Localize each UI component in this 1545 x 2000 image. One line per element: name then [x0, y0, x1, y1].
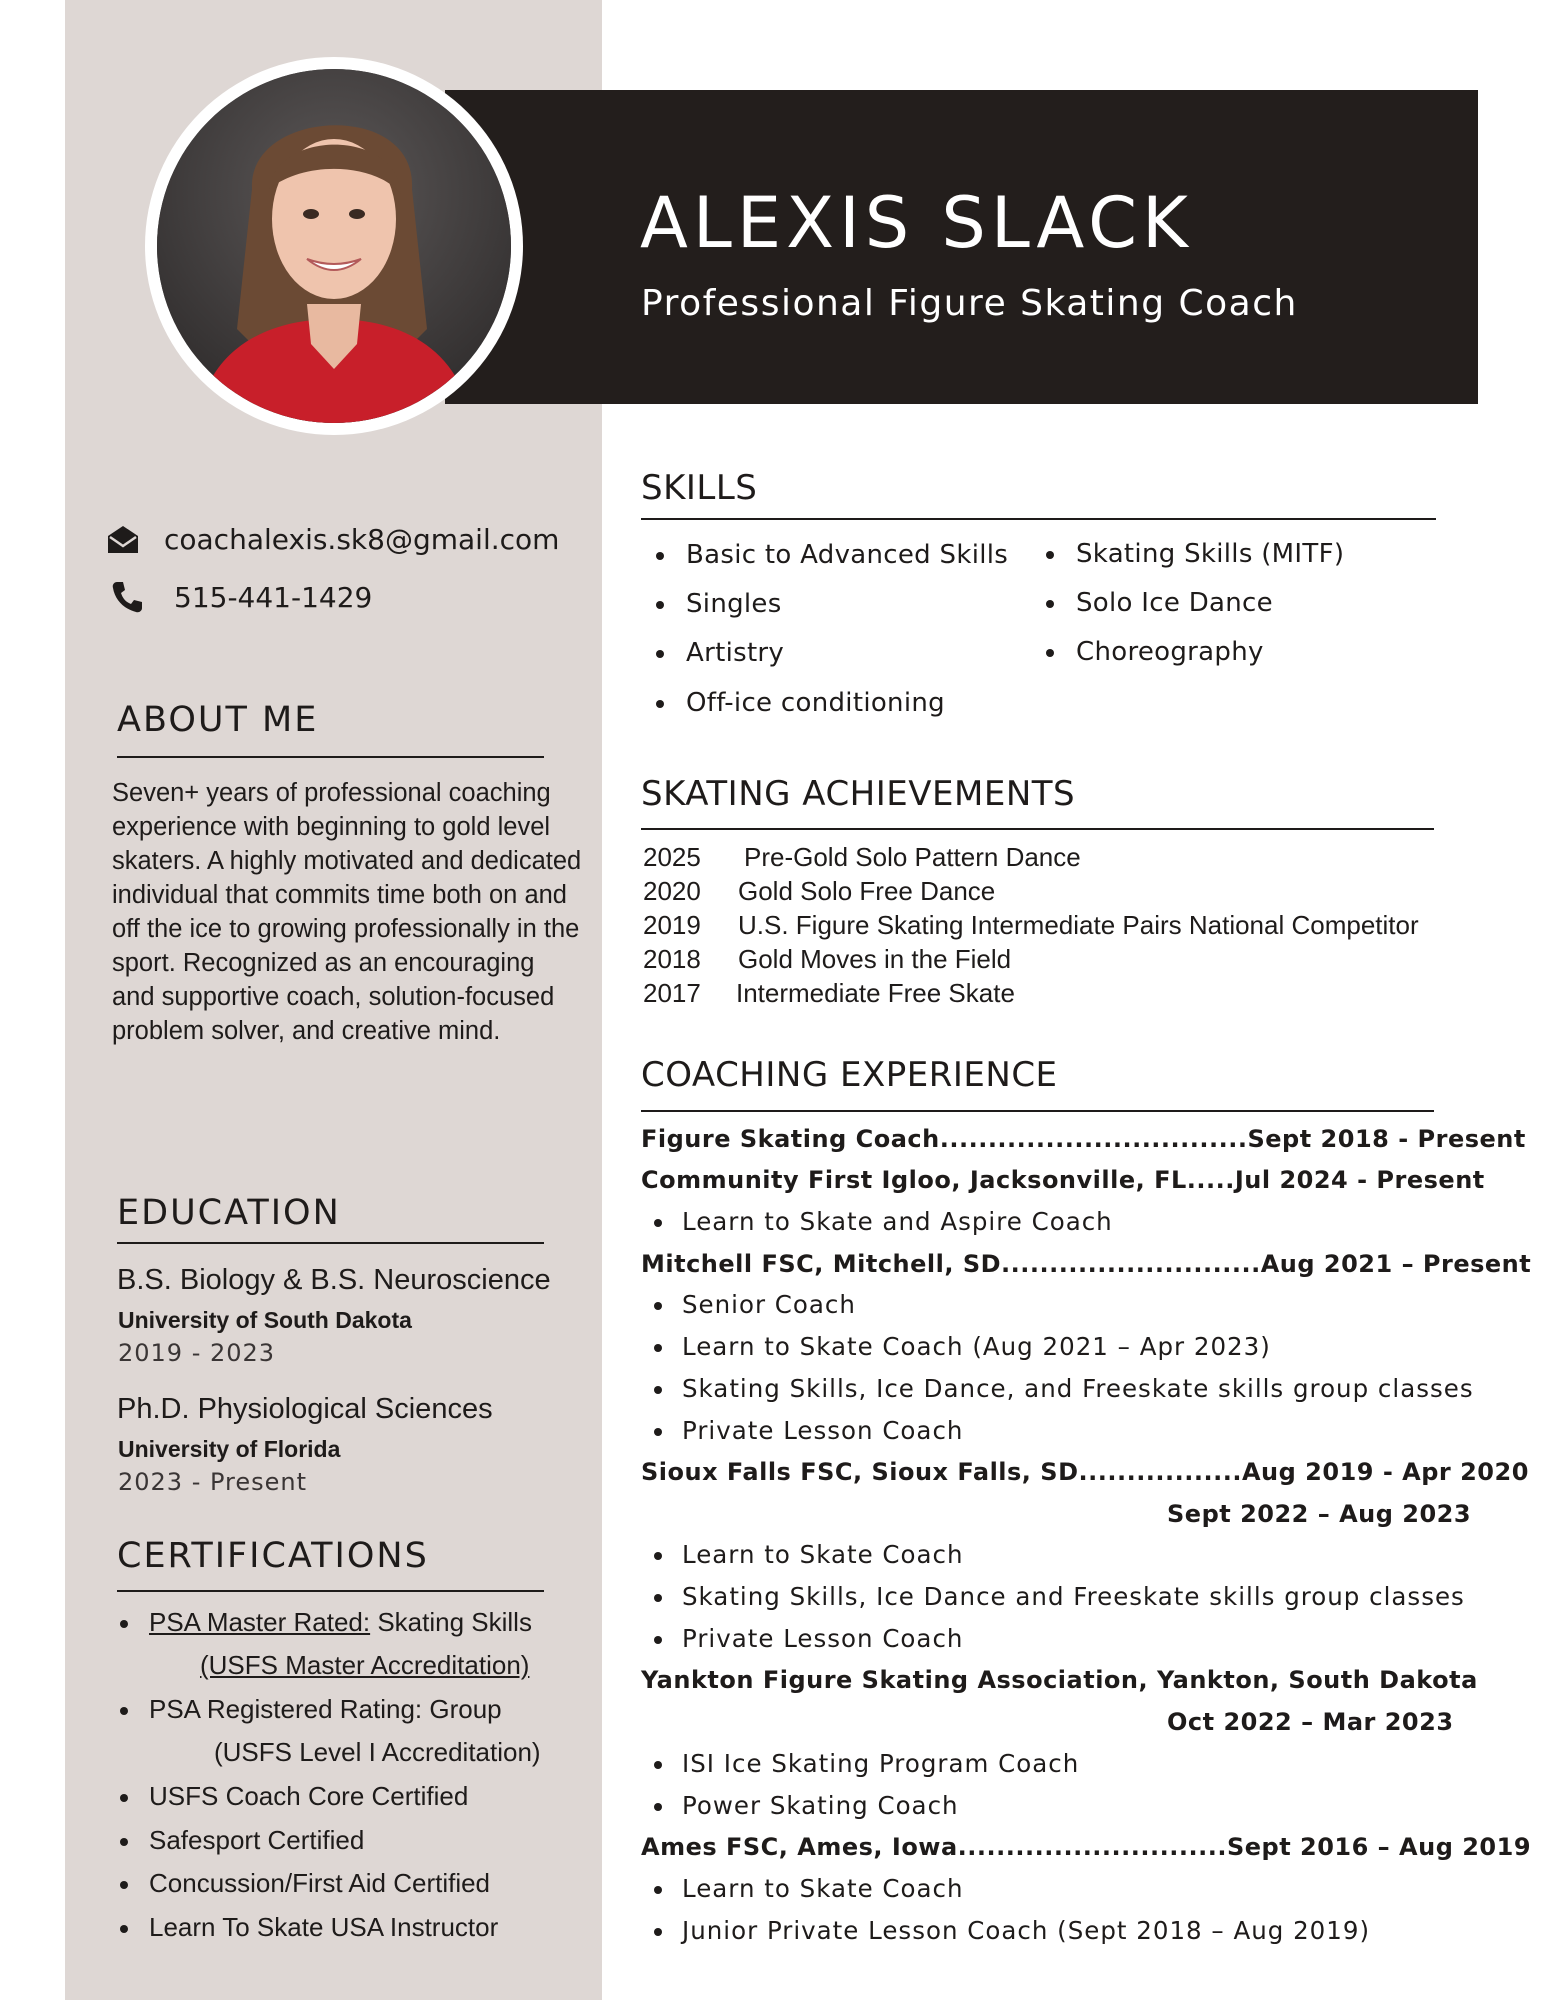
envelope-icon — [106, 522, 140, 556]
achievement-text: Pre-Gold Solo Pattern Dance — [744, 842, 1081, 872]
bullet — [654, 1552, 662, 1560]
achievement-text: Gold Moves in the Field — [738, 944, 1012, 974]
bullet — [120, 1925, 128, 1933]
candidate-title: Professional Figure Skating Coach — [641, 283, 1298, 324]
education-heading: EDUCATION — [117, 1193, 341, 1233]
candidate-name: ALEXIS SLACK — [640, 182, 1193, 264]
phone-text: 515-441-1429 — [174, 580, 373, 614]
bullet — [120, 1794, 128, 1802]
duty-item: Senior Coach — [682, 1290, 856, 1319]
about-text: Seven+ years of professional coaching experience with beginning to gold level skaters. A highly motivated and dedicated individual that commits time both on and off the ice to growing professionally in the sport. Recognized as an encouraging and supportive coach, solution-focused problem solver, and creative mind. — [112, 779, 582, 1045]
portrait-photo — [157, 69, 511, 423]
contact-phone[interactable] — [110, 580, 372, 614]
bullet — [1046, 551, 1054, 559]
bullet — [120, 1620, 128, 1628]
cert-item-2: PSA Registered Rating: Group — [149, 1694, 502, 1724]
skill-item: Artistry — [686, 638, 785, 668]
job-line: Mitchell FSC, Mitchell, SD...........................Aug 2021 – Present — [641, 1250, 1532, 1278]
achievement-year: 2025 — [643, 842, 701, 872]
education-years-2: 2023 - Present — [118, 1468, 308, 1496]
cert-item-6: Learn To Skate USA Instructor — [149, 1912, 499, 1942]
bullet — [654, 1886, 662, 1894]
bullet — [1046, 649, 1054, 657]
job-date-extra: Oct 2022 – Mar 2023 — [1167, 1708, 1454, 1736]
duty-item: Power Skating Coach — [682, 1791, 959, 1820]
cert-item-2-sub: (USFS Level I Accreditation) — [214, 1737, 541, 1767]
cert-item-5: Concussion/First Aid Certified — [149, 1868, 491, 1898]
cert-item-1-sub[interactable]: (USFS Master Accreditation) — [200, 1650, 530, 1680]
education-school-2: University of Florida — [118, 1436, 341, 1462]
duty-item: Learn to Skate Coach — [682, 1874, 964, 1903]
education-school-1: University of South Dakota — [118, 1307, 412, 1333]
job-line: Ames FSC, Ames, Iowa............................Sept 2016 – Aug 2019 — [641, 1833, 1532, 1861]
experience-heading: COACHING EXPERIENCE — [641, 1055, 1058, 1095]
achievements-rule — [641, 828, 1434, 830]
duty-item: Skating Skills, Ice Dance, and Freeskate skills group classes — [682, 1374, 1474, 1403]
bullet — [654, 1344, 662, 1352]
skill-item: Off-ice conditioning — [686, 688, 945, 718]
achievement-text: Gold Solo Free Dance — [738, 876, 996, 906]
education-degree-1: B.S. Biology & B.S. Neuroscience — [117, 1264, 551, 1296]
skill-item: Singles — [686, 589, 782, 619]
job-line: Figure Skating Coach................................Sept 2018 - Present — [641, 1125, 1526, 1153]
job-line: Sioux Falls FSC, Sioux Falls, SD.................Aug 2019 - Apr 2020 — [641, 1458, 1529, 1486]
job-date-extra: Sept 2022 – Aug 2023 — [1167, 1500, 1472, 1528]
bullet — [654, 1302, 662, 1310]
bullet — [656, 650, 664, 658]
achievement-year: 2019 — [643, 910, 701, 940]
achievements-heading: SKATING ACHIEVEMENTS — [641, 774, 1076, 814]
achievement-year: 2017 — [643, 978, 701, 1008]
duty-item: Private Lesson Coach — [682, 1416, 964, 1445]
duty-item: Learn to Skate Coach (Aug 2021 – Apr 2023) — [682, 1332, 1271, 1361]
phone-icon — [110, 580, 144, 614]
certifications-heading: CERTIFICATIONS — [117, 1536, 429, 1576]
psa-master-link[interactable]: PSA Master Rated: — [149, 1607, 371, 1637]
certifications-rule — [117, 1590, 544, 1592]
achievement-year: 2018 — [643, 944, 701, 974]
about-heading: ABOUT ME — [117, 700, 319, 740]
email-text: coachalexis.sk8@gmail.com — [164, 522, 560, 556]
bullet — [656, 601, 664, 609]
bullet — [654, 1928, 662, 1936]
bullet — [656, 552, 664, 560]
achievement-text: U.S. Figure Skating Intermediate Pairs National Competitor — [738, 910, 1419, 940]
bullet — [120, 1707, 128, 1715]
skills-heading: SKILLS — [641, 468, 758, 508]
skill-item: Skating Skills (MITF) — [1076, 539, 1345, 569]
skills-rule — [641, 518, 1436, 520]
bullet — [654, 1219, 662, 1227]
duty-item: Skating Skills, Ice Dance and Freeskate skills group classes — [682, 1582, 1465, 1611]
duty-item: Learn to Skate and Aspire Coach — [682, 1207, 1113, 1236]
about-rule — [117, 756, 544, 758]
duty-item: ISI Ice Skating Program Coach — [682, 1749, 1080, 1778]
bullet — [654, 1803, 662, 1811]
duty-item: Learn to Skate Coach — [682, 1540, 964, 1569]
skill-item: Solo Ice Dance — [1076, 588, 1273, 618]
cert-item-3: USFS Coach Core Certified — [149, 1781, 469, 1811]
bullet — [654, 1594, 662, 1602]
education-degree-2: Ph.D. Physiological Sciences — [117, 1393, 493, 1425]
bullet — [120, 1838, 128, 1846]
duty-item: Junior Private Lesson Coach (Sept 2018 – Aug 2019) — [682, 1916, 1371, 1945]
cert-item-4: Safesport Certified — [149, 1825, 365, 1855]
bullet — [654, 1636, 662, 1644]
skill-item: Basic to Advanced Skills — [686, 540, 1009, 570]
job-line: Yankton Figure Skating Association, Yankton, South Dakota — [641, 1666, 1478, 1694]
achievement-year: 2020 — [643, 876, 701, 906]
bullet — [120, 1881, 128, 1889]
bullet — [654, 1386, 662, 1394]
experience-rule — [641, 1110, 1434, 1112]
cert-item-1: PSA Master Rated: Skating Skills — [149, 1607, 532, 1637]
bullet — [654, 1761, 662, 1769]
contact-email[interactable] — [106, 522, 559, 556]
achievement-text: Intermediate Free Skate — [736, 978, 1015, 1008]
bullet — [1046, 600, 1054, 608]
bullet — [654, 1428, 662, 1436]
job-line: Community First Igloo, Jacksonville, FL.....Jul 2024 - Present — [641, 1166, 1485, 1194]
education-rule — [117, 1242, 544, 1244]
duty-item: Private Lesson Coach — [682, 1624, 964, 1653]
skill-item: Choreography — [1076, 637, 1264, 667]
bullet — [656, 700, 664, 708]
education-years-1: 2019 - 2023 — [118, 1339, 276, 1367]
